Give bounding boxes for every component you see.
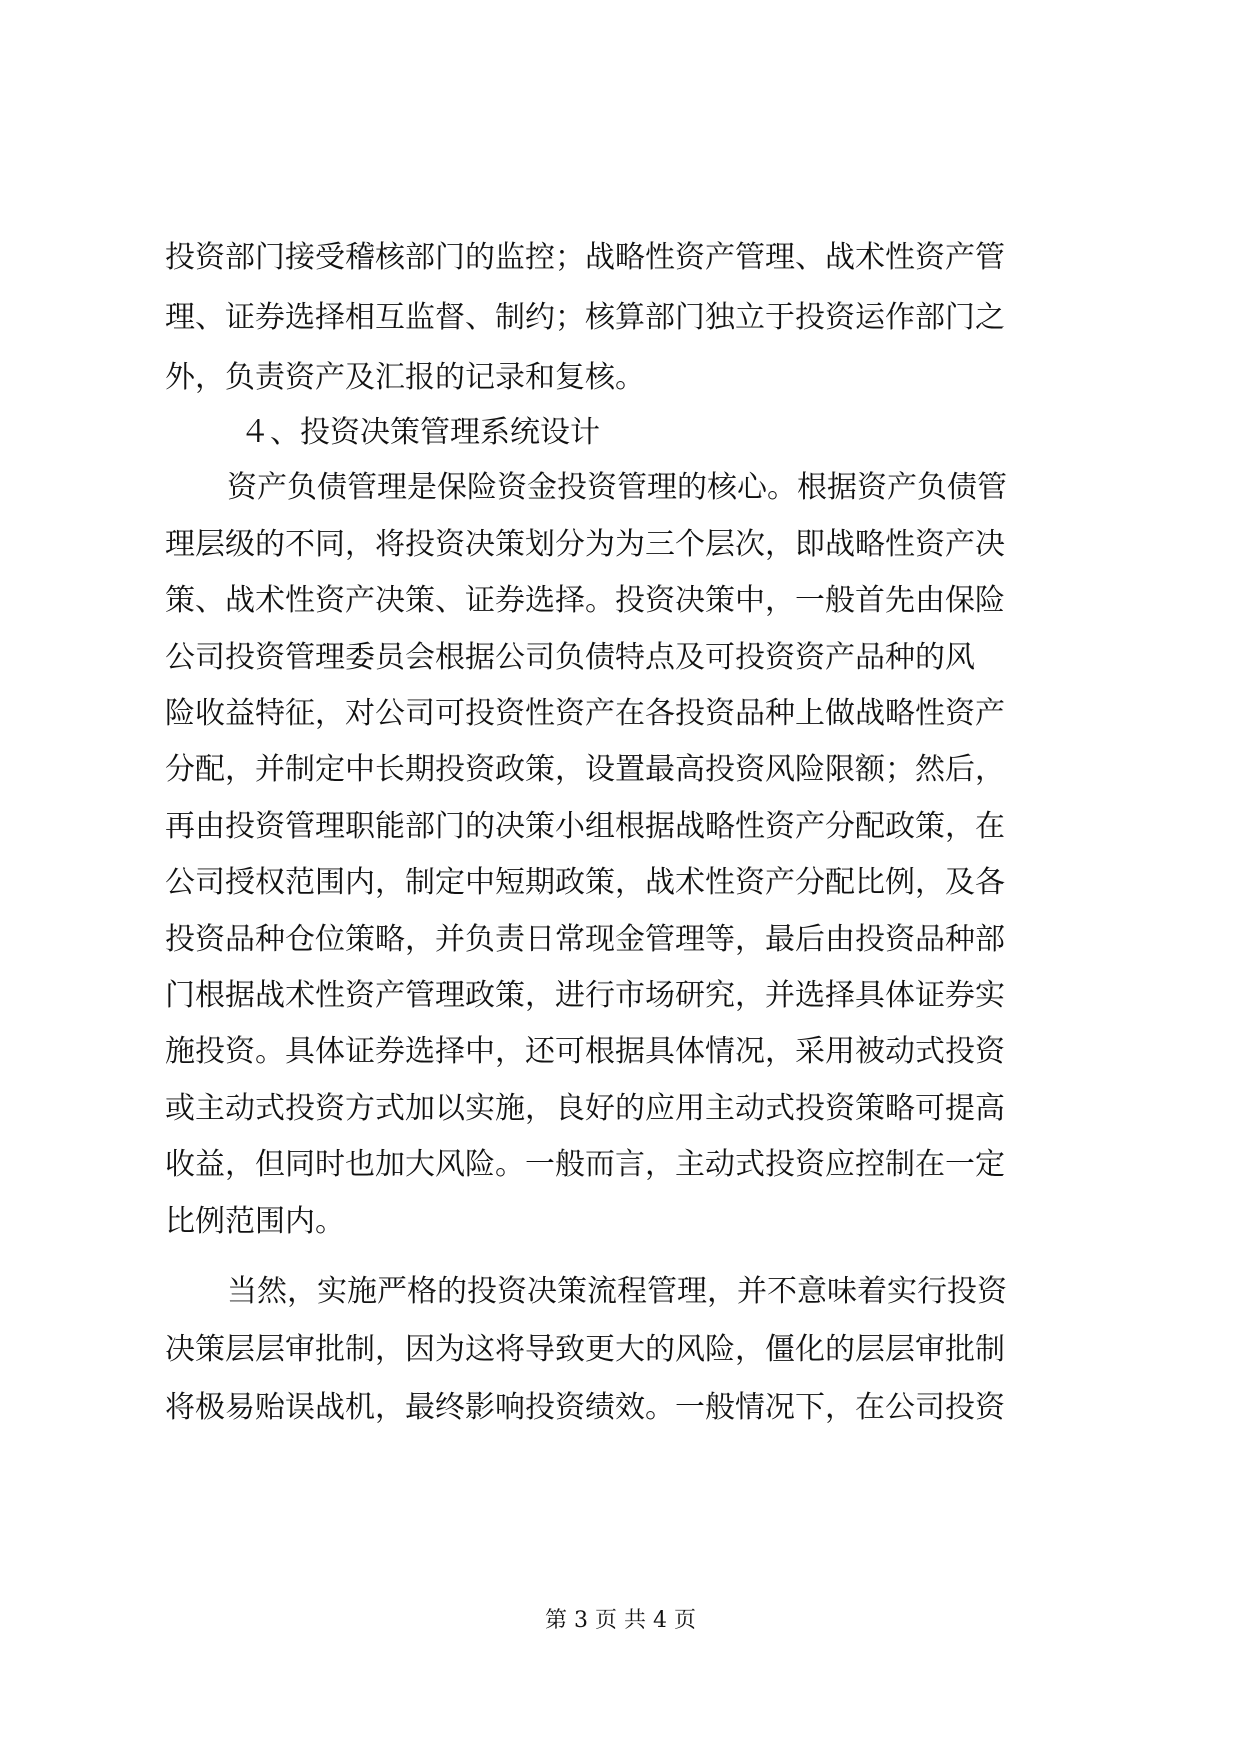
- paragraph-2-line-6: 分配，并制定中长期投资政策，设置最高投资风险限额；然后，: [165, 752, 1005, 787]
- paragraph-1-line-1: 投资部门接受稽核部门的监控；战略性资产管理、战术性资产管: [165, 240, 1005, 275]
- paragraph-1-line-2: 理、证券选择相互监督、制约；核算部门独立于投资运作部门之: [165, 300, 1005, 335]
- page-footer: [0, 1606, 1241, 1636]
- paragraph-2-line-14: 比例范围内。: [165, 1204, 345, 1239]
- paragraph-2-line-13: 收益，但同时也加大风险。一般而言，主动式投资应控制在一定: [165, 1147, 1005, 1182]
- paragraph-3-line-3: 将极易贻误战机，最终影响投资绩效。一般情况下，在公司投资: [165, 1390, 1005, 1425]
- paragraph-3-line-1: 当然，实施严格的投资决策流程管理，并不意味着实行投资: [227, 1274, 1007, 1309]
- paragraph-2-line-12: 或主动式投资方式加以实施，良好的应用主动式投资策略可提高: [165, 1091, 1005, 1126]
- paragraph-2-line-5: 险收益特征，对公司可投资性资产在各投资品种上做战略性资产: [165, 696, 1005, 731]
- paragraph-2-line-4: 公司投资管理委员会根据公司负债特点及可投资资产品种的风: [165, 640, 975, 675]
- section-heading: ４、投资决策管理系统设计: [240, 415, 600, 450]
- page-number-label: 第 3 页 共 4 页: [545, 1608, 696, 1633]
- paragraph-1-line-3: 外，负责资产及汇报的记录和复核。: [165, 360, 645, 395]
- paragraph-2-line-7: 再由投资管理职能部门的决策小组根据战略性资产分配政策，在: [165, 809, 1005, 844]
- paragraph-2-line-8: 公司授权范围内，制定中短期政策，战术性资产分配比例，及各: [165, 865, 1005, 900]
- paragraph-2-line-3: 策、战术性资产决策、证券选择。投资决策中，一般首先由保险: [165, 583, 1005, 618]
- paragraph-2-line-2: 理层级的不同，将投资决策划分为为三个层次，即战略性资产决: [165, 527, 1005, 562]
- paragraph-2-line-9: 投资品种仓位策略，并负责日常现金管理等，最后由投资品种部: [165, 922, 1005, 957]
- paragraph-2-line-11: 施投资。具体证券选择中，还可根据具体情况，采用被动式投资: [165, 1034, 1005, 1069]
- paragraph-2-line-1: 资产负债管理是保险资金投资管理的核心。根据资产负债管: [227, 470, 1007, 505]
- paragraph-3-line-2: 决策层层审批制，因为这将导致更大的风险，僵化的层层审批制: [165, 1332, 1005, 1367]
- paragraph-2-line-10: 门根据战术性资产管理政策，进行市场研究，并选择具体证券实: [165, 978, 1005, 1013]
